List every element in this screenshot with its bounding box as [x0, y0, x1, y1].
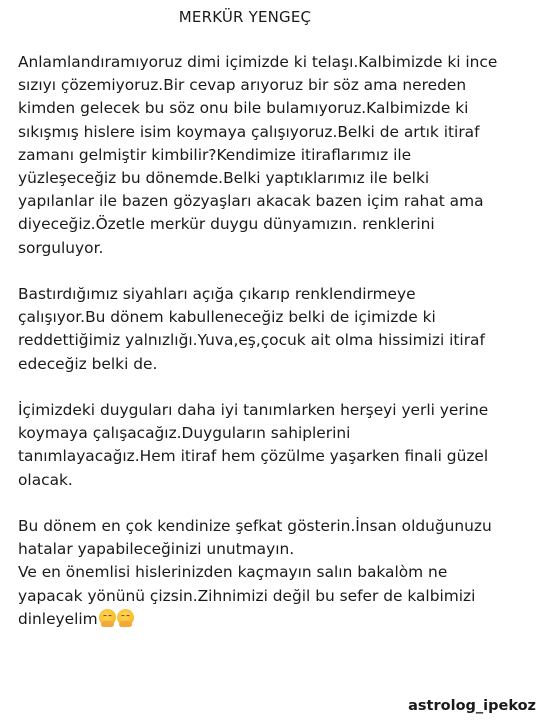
- text-line: İçimizdeki duyguları daha iyi tanımlarken herşeyi yerli yerine: [18, 401, 489, 420]
- text-line: yapılanlar ile bazen gözyaşları akacak bazen içim rahat ama: [18, 192, 484, 211]
- paragraph-2: [18, 283, 538, 376]
- text-line: olacak.: [18, 470, 73, 489]
- paragraph-4: [18, 515, 538, 631]
- post-body: [18, 51, 538, 654]
- smiling-face-with-hands-icon: [117, 609, 134, 626]
- text-line: tanımlayacağız.Hem itiraf hem çözülme yaşarken finali güzel: [18, 447, 489, 466]
- text-line: reddettiğimiz yalnızlığı.Yuva,eş,çocuk ait olma hissimizi itiraf: [18, 331, 485, 350]
- text-line: yapacak yönünü çizsin.Zihnimizi değil bu sefer de kalbimizi: [18, 586, 476, 605]
- text-line: hatalar yapabileceğinizi unutmayın.: [18, 540, 295, 559]
- text-line: diyeceğiz.Özetle merkür duygu dünyamızın. renklerini: [18, 215, 435, 234]
- author-signature: astrolog_ipekoz: [408, 698, 536, 714]
- smiling-face-with-hands-icon: [99, 609, 116, 626]
- text-line: Anlamlandıramıyoruz dimi içimizde ki telaşı.Kalbimizde ki ince: [18, 53, 498, 71]
- text-line: Bastırdığımız siyahları açığa çıkarıp renklendirmeye: [18, 285, 416, 304]
- text-line: edeceğiz belki de.: [18, 354, 158, 373]
- text-line: sızıyı çözemiyoruz.Bir cevap arıyoruz bir söz ama nereden: [18, 76, 467, 95]
- text-line: yüzleşeceğiz bu dönemde.Belki yaptıklarımız ile belki: [18, 169, 430, 188]
- paragraph-1: [18, 51, 538, 260]
- text-line: sorguluyor.: [18, 238, 104, 257]
- text-line: Ve en önemlisi hislerinizden kaçmayın salın bakalòm ne: [18, 563, 448, 582]
- paragraph-3: [18, 399, 538, 492]
- text-line-last-text: dinleyelim: [18, 609, 98, 628]
- text-line: sıkışmış hislere isim koymaya çalışıyoruz.Belki de artık itiraf: [18, 122, 480, 141]
- text-line-last: [18, 608, 538, 631]
- page-title: MERKÜR YENGEÇ: [178, 8, 312, 26]
- text-line: Bu dönem en çok kendinize şefkat gösterin.İnsan olduğunuzu: [18, 517, 492, 536]
- text-line: kimden gelecek bu söz onu bile bulamıyoruz.Kalbimizde ki: [18, 99, 469, 118]
- text-line: çalışıyor.Bu dönem kabulleneceğiz belki de içimizde ki: [18, 308, 436, 327]
- text-line: koymaya çalışacağız.Duyguların sahiplerini: [18, 424, 351, 443]
- text-line: zamanı gelmiştir kimbilir?Kendimize itiraflarımız ile: [18, 145, 412, 164]
